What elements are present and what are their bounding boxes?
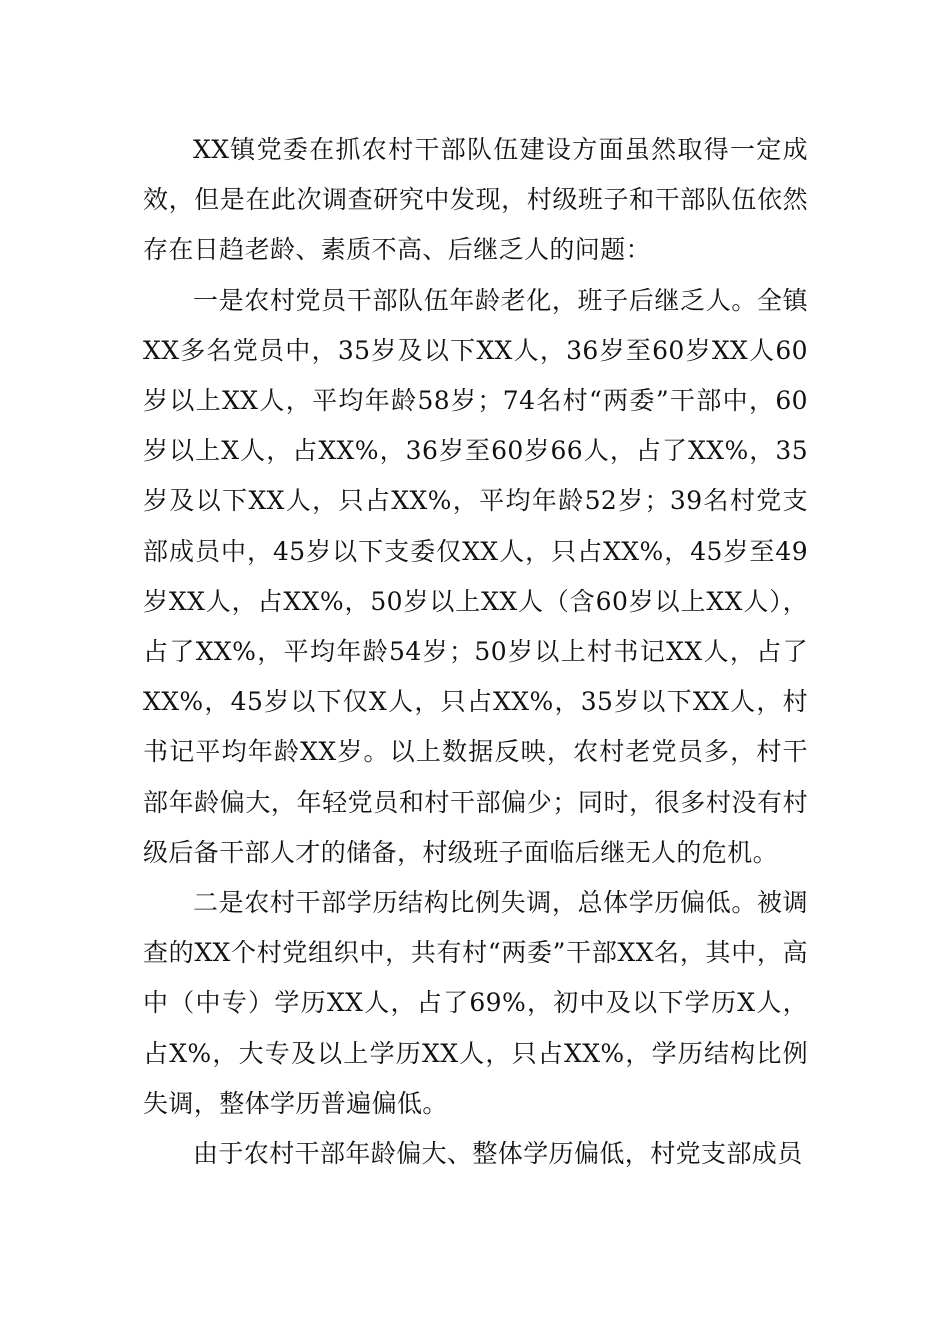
paragraph-conclusion-start: 由于农村干部年龄偏大、整体学历偏低，村党支部成员 (193, 1139, 803, 1169)
document-body (143, 125, 808, 1179)
paragraph-education-structure: 二是农村干部学历结构比例失调，总体学历偏低。被调查的XX个村党组织中，共有村“两委”干部XX名，其中，高中（中专）学历XX人，占了69%，初中及以下学历X人，占X%，大专及以上学历XX人，只占XX%，学历结构比例失调，整体学历普遍偏低。 (143, 888, 808, 1118)
paragraph-age-structure: 一是农村党员干部队伍年龄老化，班子后继乏人。全镇XX多名党员中，35岁及以下XX人，36岁至60岁XX人60岁以上XX人，平均年龄58岁；74名村“两委”干部中，60岁以上X人，占XX%，36岁至60岁66人，占了XX%，35岁及以下XX人，只占XX%，平均年龄52岁；39名村党支部成员中，45岁以下支委仅XX人，只占XX%，45岁至49岁XX人，占XX%，50岁以上XX人（含60岁以上XX人），占了XX%，平均年龄54岁；50岁以上村书记XX人，占了XX%，45岁以下仅X人，只占XX%，35岁以下XX人，村书记平均年龄XX岁。以上数据反映，农村老党员多，村干部年龄偏大，年轻党员和村干部偏少；同时，很多村没有村级后备干部人才的储备，村级班子面临后继无人的危机。 (143, 285, 808, 867)
paragraph-intro: XX镇党委在抓农村干部队伍建设方面虽然取得一定成效，但是在此次调查研究中发现，村级班子和干部队伍依然存在日趋老龄、素质不高、后继乏人的问题： (143, 135, 808, 265)
